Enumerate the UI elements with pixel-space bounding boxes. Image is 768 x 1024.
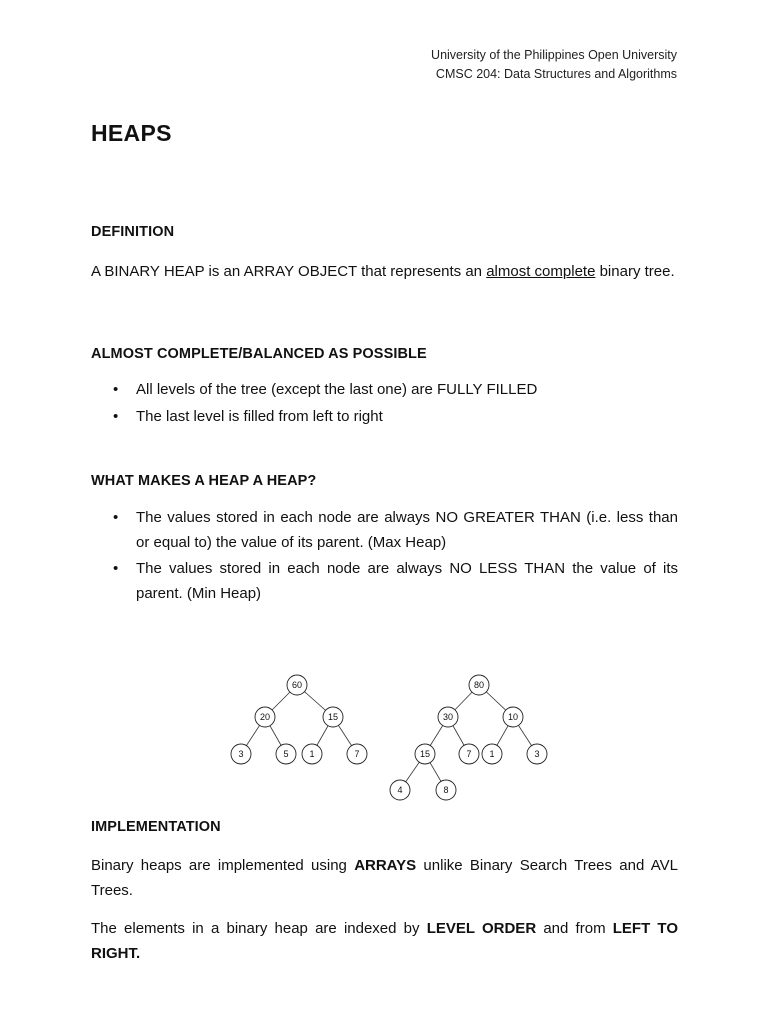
tree1-node-label: 5 <box>283 749 289 759</box>
tree2-node-label: 10 <box>507 712 519 722</box>
tree2-node-label: 8 <box>443 785 449 795</box>
list-item-text: The values stored in each node are always NO LESS THAN the value of its parent. (Min Heap) <box>136 560 678 602</box>
list-item-text: All levels of the tree (except the last one) are FULLY FILLED <box>136 381 538 398</box>
definition-heading: DEFINITION <box>91 224 175 240</box>
tree1-node-label: 1 <box>309 749 315 759</box>
tree2-node-label: 15 <box>419 749 431 759</box>
list-item <box>91 556 678 606</box>
text-run: unlike Binary Search Trees and AVL Trees. <box>91 857 678 899</box>
bullet-icon: • <box>113 408 119 425</box>
what-makes-list <box>91 505 678 606</box>
definition-paragraph <box>91 259 678 284</box>
bullet-icon: • <box>113 509 119 526</box>
bold-text: LEVEL ORDER <box>426 920 537 937</box>
tree2-node-label: 80 <box>473 680 485 690</box>
tree2-node-label: 30 <box>442 712 454 722</box>
tree2-node-label: 3 <box>534 749 540 759</box>
list-item <box>91 377 678 402</box>
page-title: HEAPS <box>91 120 172 146</box>
heap-trees-figure <box>208 650 560 806</box>
tree2-node-label: 4 <box>397 785 403 795</box>
bold-text: LEFT TO RIGHT. <box>91 920 678 962</box>
header-university: University of the Philippines Open University <box>431 48 677 62</box>
implementation-paragraph-2 <box>91 916 678 966</box>
text-run: Binary heaps are implemented using <box>91 857 355 874</box>
tree1-node-label: 15 <box>327 712 339 722</box>
text-run: and from <box>536 920 613 937</box>
tree1-node-label: 60 <box>291 680 303 690</box>
definition-text-before: A BINARY HEAP is an ARRAY OBJECT that represents an <box>91 263 487 280</box>
text-run: The elements in a binary heap are indexed by <box>91 920 427 937</box>
list-item <box>91 404 678 429</box>
tree1-node-label: 20 <box>259 712 271 722</box>
list-item-text: The last level is filled from left to right <box>136 408 383 425</box>
tree2-node-label: 1 <box>489 749 495 759</box>
header-course: CMSC 204: Data Structures and Algorithms <box>435 67 677 81</box>
document-header <box>431 46 677 84</box>
list-item-text: The values stored in each node are always NO GREATER THAN (i.e. less than or equal to) the value of its parent. (Max Heap) <box>136 509 678 551</box>
definition-text-after: binary tree. <box>595 263 675 280</box>
what-makes-heading: WHAT MAKES A HEAP A HEAP? <box>91 473 317 489</box>
implementation-heading: IMPLEMENTATION <box>91 819 221 835</box>
definition-underlined: almost complete <box>486 263 596 280</box>
tree1-node-label: 7 <box>354 749 360 759</box>
list-item <box>91 505 678 555</box>
bold-text: ARRAYS <box>354 857 417 874</box>
almost-complete-heading: ALMOST COMPLETE/BALANCED AS POSSIBLE <box>91 346 427 362</box>
almost-complete-list <box>91 377 678 429</box>
tree2-node-label: 7 <box>466 749 472 759</box>
bullet-icon: • <box>113 560 119 577</box>
implementation-paragraph-1 <box>91 853 678 903</box>
bullet-icon: • <box>113 381 119 398</box>
tree1-node-label: 3 <box>238 749 244 759</box>
